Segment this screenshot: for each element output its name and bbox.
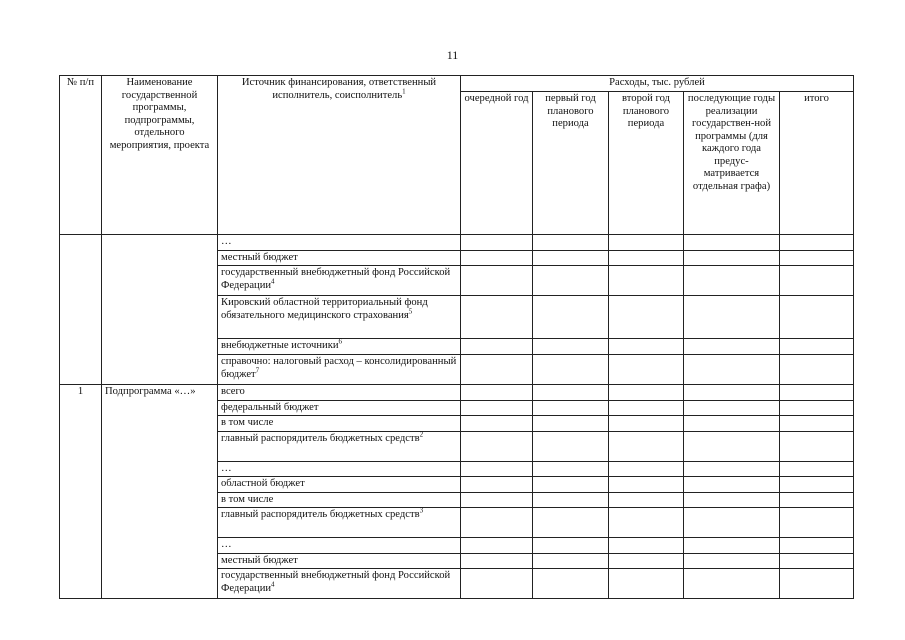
expense-cell (684, 416, 780, 432)
funding-source-text: Кировский областной территориальный фонд обязательного медицинского страхования (221, 297, 428, 321)
expense-cell (684, 355, 780, 385)
row-number (60, 235, 102, 385)
header-expenses: Расходы, тыс. рублей (461, 76, 854, 92)
expense-cell (461, 553, 533, 569)
funding-source-cell (218, 296, 461, 339)
expense-cell (609, 492, 684, 508)
expense-cell (684, 538, 780, 554)
header-expense-col: второй год планового периода (609, 92, 684, 235)
funding-source-cell (218, 235, 461, 251)
expense-cell (461, 355, 533, 385)
funding-source-text: справочно: налоговый расход – консолидированный бюджет (221, 356, 457, 380)
expense-cell (684, 235, 780, 251)
expense-cell (609, 508, 684, 538)
expense-cell (609, 250, 684, 266)
expense-cell (609, 538, 684, 554)
footnote-mark: 4 (271, 579, 275, 588)
table-body (60, 235, 854, 599)
expense-cell (461, 431, 533, 461)
footnote-mark: 1 (402, 86, 406, 95)
funding-source-text: местный бюджет (221, 251, 298, 263)
table-row (60, 235, 854, 251)
expense-cell (533, 492, 609, 508)
expense-cell (780, 250, 854, 266)
expense-cell (609, 461, 684, 477)
expense-cell (609, 385, 684, 401)
expense-cell (533, 339, 609, 355)
header-name: Наименование государственной программы, подпрограммы, отдельного мероприятия, проекта (102, 76, 218, 235)
header-expense-col: итого (780, 92, 854, 235)
expense-cell (461, 400, 533, 416)
expense-cell (780, 492, 854, 508)
expense-cell (609, 400, 684, 416)
expense-cell (533, 416, 609, 432)
funding-source-text: областной бюджет (221, 478, 305, 489)
funding-source-cell (218, 569, 461, 599)
expense-cell (780, 477, 854, 493)
expense-cell (533, 266, 609, 296)
expense-cell (461, 385, 533, 401)
footnote-mark: 4 (271, 276, 275, 285)
funding-source-text: государственный внебюджетный фонд Российской Федерации (221, 267, 451, 291)
funding-source-cell (218, 461, 461, 477)
header-expense-col: последующие годы реализации государствен-ной программы (для каждого года предус-матривается отдельная графа) (684, 92, 780, 235)
table-row (60, 385, 854, 401)
funding-source-cell (218, 400, 461, 416)
funding-source-cell (218, 538, 461, 554)
expense-cell (609, 553, 684, 569)
expense-cell (461, 492, 533, 508)
page-number: 11 (446, 48, 459, 62)
funding-source-cell (218, 492, 461, 508)
funding-source-cell (218, 355, 461, 385)
funding-source-cell (218, 477, 461, 493)
expense-cell (684, 508, 780, 538)
expense-cell (780, 553, 854, 569)
footnote-mark: 3 (419, 506, 424, 515)
expense-cell (780, 416, 854, 432)
funding-source-cell (218, 266, 461, 296)
funding-source-cell (218, 431, 461, 461)
expense-cell (780, 296, 854, 339)
funding-source-text: государственный внебюджетный фонд Российской Федерации (221, 570, 451, 594)
header-num: № п/п (60, 76, 102, 235)
funding-source-cell (218, 250, 461, 266)
expense-cell (533, 355, 609, 385)
expense-cell (780, 339, 854, 355)
expense-cell (684, 339, 780, 355)
financing-table (59, 75, 854, 599)
expense-cell (609, 266, 684, 296)
expense-cell (684, 569, 780, 599)
expense-cell (461, 569, 533, 599)
expense-cell (780, 235, 854, 251)
expense-cell (461, 250, 533, 266)
funding-source-text: … (221, 539, 232, 550)
expense-cell (533, 553, 609, 569)
footnote-mark: 7 (255, 365, 260, 374)
funding-source-cell (218, 508, 461, 538)
header-expense-col: очередной год (461, 92, 533, 235)
expense-cell (461, 416, 533, 432)
funding-source-text: местный бюджет (221, 554, 298, 566)
expense-cell (684, 553, 780, 569)
expense-cell (533, 400, 609, 416)
expense-cell (533, 538, 609, 554)
funding-source-text: в том числе (221, 493, 274, 505)
funding-source-cell (218, 385, 461, 401)
expense-cell (609, 355, 684, 385)
expense-cell (533, 477, 609, 493)
header-source-text: Источник финансирования, ответственный исполнитель, соисполнитель (241, 77, 437, 101)
expense-cell (780, 266, 854, 296)
funding-source-text: … (221, 236, 232, 247)
funding-source-text: в том числе (221, 417, 274, 428)
expense-cell (609, 339, 684, 355)
program-name (102, 235, 218, 385)
expense-cell (461, 538, 533, 554)
expense-cell (780, 461, 854, 477)
expense-cell (684, 250, 780, 266)
expense-cell (780, 431, 854, 461)
header-source (218, 76, 461, 235)
expense-cell (780, 538, 854, 554)
expense-cell (533, 235, 609, 251)
funding-source-cell (218, 339, 461, 355)
expense-cell (684, 461, 780, 477)
expense-cell (533, 461, 609, 477)
expense-cell (609, 235, 684, 251)
footnote-mark: 6 (338, 337, 343, 346)
expense-cell (684, 492, 780, 508)
expense-cell (461, 235, 533, 251)
expense-cell (780, 355, 854, 385)
expense-cell (609, 296, 684, 339)
expense-cell (461, 296, 533, 339)
row-number: 1 (60, 385, 102, 599)
header-expense-col: первый год планового периода (533, 92, 609, 235)
expense-cell (684, 477, 780, 493)
expense-cell (533, 250, 609, 266)
expense-cell (461, 339, 533, 355)
expense-cell (533, 431, 609, 461)
expense-cell (461, 477, 533, 493)
expense-cell (780, 385, 854, 401)
funding-source-cell (218, 416, 461, 432)
expense-cell (461, 266, 533, 296)
expense-cell (461, 508, 533, 538)
expense-cell (533, 296, 609, 339)
funding-source-text: всего (221, 386, 245, 397)
funding-source-cell (218, 553, 461, 569)
expense-cell (533, 569, 609, 599)
expense-cell (609, 431, 684, 461)
expense-cell (684, 266, 780, 296)
program-name: Подпрограмма «…» (102, 385, 218, 599)
expense-cell (609, 416, 684, 432)
expense-cell (609, 477, 684, 493)
funding-source-text: … (221, 462, 232, 474)
expense-cell (684, 431, 780, 461)
expense-cell (684, 400, 780, 416)
expense-cell (461, 461, 533, 477)
funding-source-text: главный распорядитель бюджетных средств (221, 509, 420, 520)
header-row-1 (60, 76, 854, 92)
expense-cell (780, 508, 854, 538)
expense-cell (684, 296, 780, 339)
expense-cell (533, 508, 609, 538)
funding-source-text: внебюджетные источники (221, 340, 339, 351)
expense-cell (533, 385, 609, 401)
funding-source-text: федеральный бюджет (221, 401, 319, 413)
expense-cell (684, 385, 780, 401)
expense-cell (780, 569, 854, 599)
footnote-mark: 2 (419, 429, 424, 438)
expense-cell (609, 569, 684, 599)
funding-source-text: главный распорядитель бюджетных средств (221, 432, 420, 444)
footnote-mark: 5 (408, 306, 413, 315)
expense-cell (780, 400, 854, 416)
